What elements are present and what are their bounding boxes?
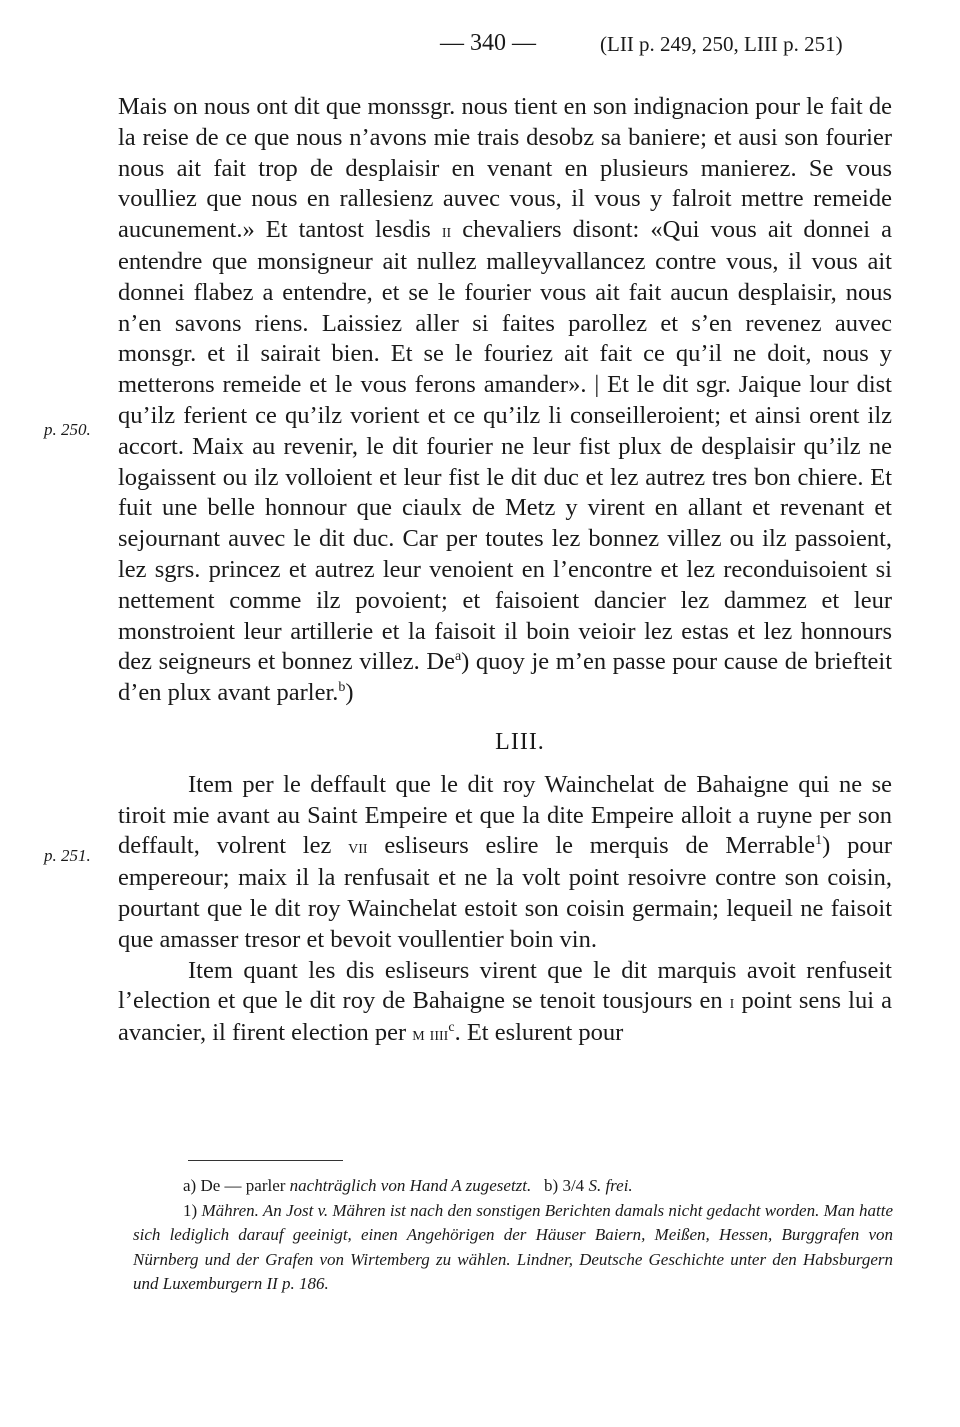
footnote-rule bbox=[188, 1160, 343, 1161]
paragraph-3: Item quant les dis esliseurs virent que le dit marquis avoit renfuseit l’election et que le dit roy de Bahaigne se tenoit tousjours en i point sens lui a avancier, il firent election per m iiii$^c$. Et eslurent pour bbox=[118, 956, 893, 1047]
main-text bbox=[118, 92, 892, 1050]
section-heading: LIII. bbox=[495, 728, 545, 755]
footnote-1: 1) Mähren. An Jost v. Mähren ist nach den sonstigen Berichten damals nicht gedacht worden. Man hatte sich lediglich darauf geeinigt, einen Angehörigen der Häuser Baiern, Meißen, Hessen, Burggrafen von Nürnberg und der Grafen von Wirtemberg zu wählen. Lindner, Deutsche Geschichte unter den Habsburgern und Luxemburgern II p. 186. bbox=[133, 1200, 894, 1293]
paragraph-1: Mais on nous ont dit que monssgr. nous tient en son indignacion pour le fait de la reise de ce que nous n’avons mie trais desobz sa baniere; et ausi son fourier nous ait fait trop de desplaisir en venant en plusieurs manierez. Se vous voulliez que nous en rallesienz auvec vous, il vous y falroit mettre remeide aucunement.» Et tantost lesdis ii chevaliers disont: «Qui vous ait donnei a entendre que monsigneur ait nullez malleyvallancez contre vous, il vous ait donnei flabez a entendre, et se le fourier vous ait fait aucun desplaisir, nous n’en savons riens. Laissiez aller si faites parollez et s’en revenez auvec monsgr. et il sairait bien. Et se le fouriez ait fait ce qu’il ne doit, nous y metterons remeide et le vous ferons amander». | Et le dit sgr. Jaique lour dist qu’ilz ferient ce qu’ilz vorient et ce qu’ilz li conseilleroient; et ainsi orent ilz accort. Maix au revenir, le dit fourier ne leur fist plux de desplaisir qu’ilz ne logaissent ou ilz volloient et leur fist le dit duc et lez autrez tres bon chiere. Et fuit une belle honnour que ciaulx de Metz y virent en allant et revenant et sejournant auvec le dit duc. Car per toutes lez bonnez villez ou ilz passoient, lez sgrs. princez et autrez leur venoient en l’encontre et lez reconduisoient si nettement comme ilz povoient; et faisoient dancier lez dammez et leur monstroient leur artillerie et la faisoit il boin veioir lez estas et lez honnours dez seigneurs et bonnez villez. De$^a$) quoy je m’en passe pour cause de briefteit d’en plux avant parler.$^b$) bbox=[118, 93, 892, 707]
margin-note-p250: p. 250. bbox=[44, 420, 91, 439]
section-reference: (LII p. 249, 250, LIII p. 251) bbox=[600, 32, 843, 56]
page-header bbox=[440, 30, 880, 70]
paragraph-2: Item per le deffault que le dit roy Wainchelat de Bahaigne qui ne se tiroit mie avant au Saint Empeire et que la dite Empeire alloit a ruyne per son deffault, volrent lez vii esliseurs eslire le merquis de Merrable$^1$) pour empereour; maix il la renfusait et ne la volt point resoivre contre son coisin, pourtant que le dit roy Wainchelat estoit son coisin germain; lequeil ne faisoit que amasser tresor et bevoit voullentier boin vin. bbox=[118, 770, 893, 953]
footnotes bbox=[133, 1174, 893, 1297]
page-number: — 340 — bbox=[440, 30, 536, 56]
footnote-a: a) De — parler nachträglich von Hand A zugesetzt. b) 3/4 S. frei. bbox=[183, 1176, 633, 1195]
margin-note-p251: p. 251. bbox=[44, 846, 91, 865]
